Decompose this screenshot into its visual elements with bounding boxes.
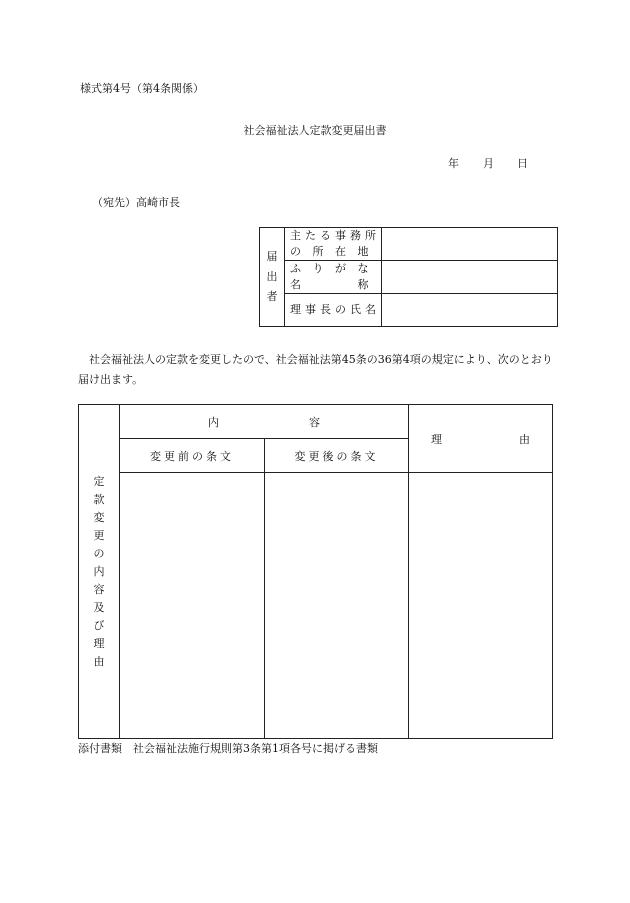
corporation-name-label: ふ り が な 名 称 (285, 261, 382, 294)
form-number: 様式第4号（第4条関係） (80, 82, 204, 95)
filer-side-char: 届 (266, 250, 278, 263)
reason-header: 理 由 (409, 405, 553, 473)
date-day-label: 日 (517, 157, 528, 170)
attachment-note: 添付書類 社会福祉法施行規則第3条第1項各号に掲げる書類 (78, 742, 378, 755)
office-address-field[interactable] (382, 228, 558, 261)
chairman-name-label: 理事長の氏名 (285, 294, 382, 327)
document-title: 社会福祉法人定款変更届出書 (243, 124, 387, 137)
reason-field[interactable] (409, 473, 553, 739)
filer-side-char: 出 (266, 270, 278, 283)
addressee: （宛先）高崎市長 (92, 196, 180, 209)
office-address-label: 主たる事務所 の 所 在 地 (285, 228, 382, 261)
before-article-field[interactable] (120, 473, 265, 739)
amendment-side-label: 定 款 変 更 の 内 容 及 び 理 由 (79, 405, 120, 739)
before-article-header: 変更前の条文 (120, 439, 265, 473)
filer-table (259, 227, 558, 327)
after-article-header: 変更後の条文 (265, 439, 409, 473)
after-article-field[interactable] (265, 473, 409, 739)
statement-text: 社会福祉法人の定款を変更したので、社会福祉法第45条の36第4項の規定により、次のとおり届け出ます。 (78, 353, 553, 386)
amendment-table (78, 404, 553, 739)
content-header: 内 容 (120, 405, 409, 439)
filer-side-label (260, 228, 285, 327)
filer-side-char: 者 (266, 290, 278, 303)
date-month-label: 月 (483, 157, 494, 170)
date-year-label: 年 (448, 157, 459, 170)
corporation-name-field[interactable] (382, 261, 558, 294)
chairman-name-field[interactable] (382, 294, 558, 327)
